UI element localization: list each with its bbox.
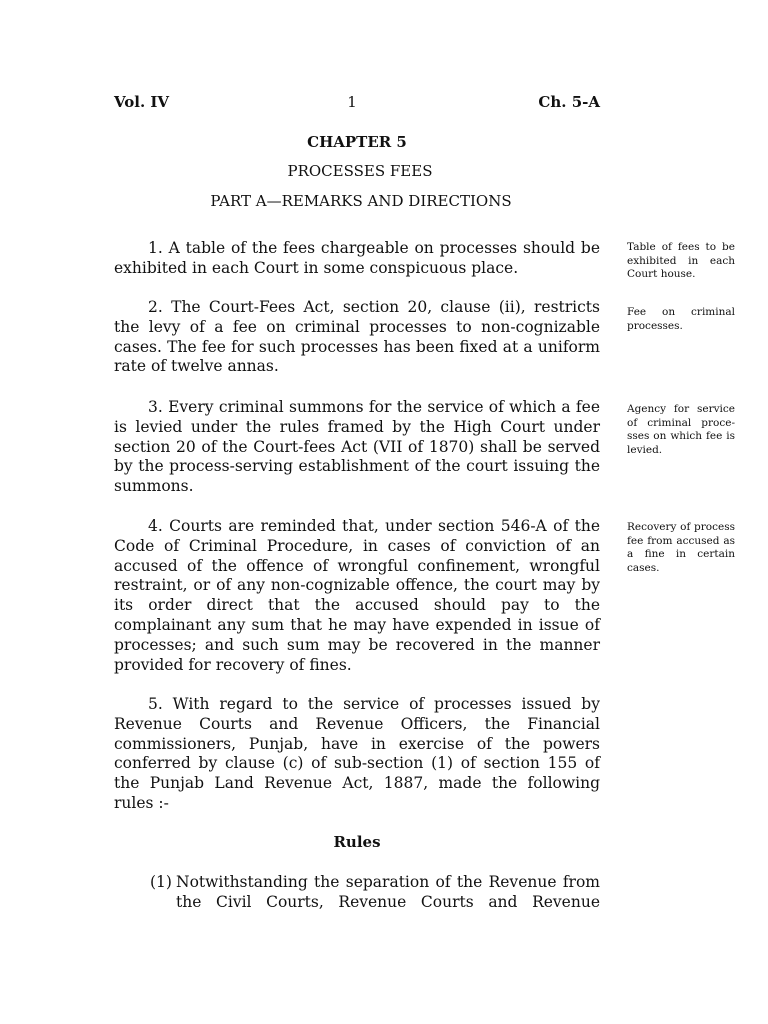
margin-note-2: Fee on criminal processes. <box>627 306 735 332</box>
rule-number: (1) <box>150 873 172 891</box>
paragraph-2: 2. The Court-Fees Act, section 20, clause (ii), restricts the levy of a fee on criminal processes to non-cognizable cases. The fee for such processes has been fixed at a uniform rate of twelve annas. <box>114 298 600 376</box>
page-number: 1 <box>347 93 357 111</box>
paragraph-4: 4. Courts are reminded that, under section 546-A of the Code of Criminal Procedure, in cases of conviction of an accused of the offence of wrongful confinement, wrongful restraint, or of any non-cognizable offence, the court may by its order direct that the accused should pay to the complainant any sum that he may have expended in issue of processes; and such sum may be recovered in the manner provided for recovery of fines. <box>114 517 600 674</box>
chapter-reference: Ch. 5-A <box>538 93 600 111</box>
paragraph-1: 1. A table of the fees chargeable on processes should be exhibited in each Court in some conspicuous place. <box>114 239 600 277</box>
chapter-title: CHAPTER 5 <box>307 133 407 151</box>
paragraph-3: 3. Every criminal summons for the service of which a fee is levied under the rules framed by the High Court under section 20 of the Court-fees Act (VII of 1870) shall be served by the process-serving establishment of the court issuing the summons. <box>114 398 600 496</box>
volume-label: Vol. IV <box>114 93 170 111</box>
margin-note-4: Recovery of process fee from accused as a fine in certain cases. <box>627 521 735 574</box>
page-header <box>114 93 600 113</box>
chapter-subtitle: PROCESSES FEES <box>287 162 433 180</box>
rule-text: Notwithstanding the separation of the Revenue from the Civil Courts, Revenue Courts and Revenue <box>176 873 600 911</box>
rule-item <box>150 872 600 912</box>
rules-heading: Rules <box>333 833 381 851</box>
margin-note-1: Table of fees to be exhibited in each Court house. <box>627 241 735 281</box>
paragraph-5: 5. With regard to the service of processes issued by Revenue Courts and Revenue Officers, the Financial commissioners, Punjab, have in exercise of the powers conferred by clause (c) of sub-section (1) of section 155 of the Punjab Land Revenue Act, 1887, made the following rules :- <box>114 695 600 812</box>
margin-note-3: Agency for service of criminal proce-sses on which fee is levied. <box>627 403 735 456</box>
part-title: PART A—REMARKS AND DIRECTIONS <box>210 192 512 210</box>
